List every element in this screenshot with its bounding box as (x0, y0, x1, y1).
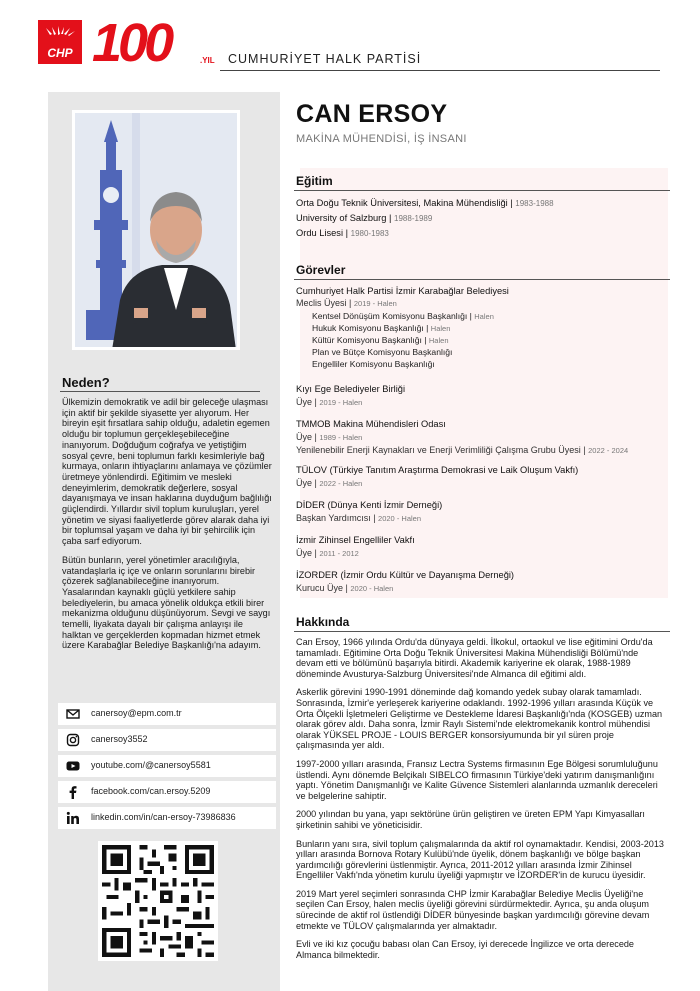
about-paragraph: Evli ve iki kız çocuğu babası olan Can Ersoy, iyi derecede İngilizce ve orta derecede Almanca bilmektedir. (296, 939, 634, 960)
school-years: 1988-1989 (394, 214, 433, 223)
commission-item (312, 359, 435, 369)
neden-text (62, 397, 274, 659)
about-divider (294, 631, 670, 632)
role-years: 2019 - Halen (319, 398, 363, 407)
about-paragraph: 1997-2000 yılları arasında, Fransız Lectra Systems firmasının Ege Bölgesi sorumluluğunu üstlendi. Aynı dönemde Belçikalı SIBELCO firmasının Türkiye'deki yatırım danışmanlığını yaptı. Yönetim Danışmanlığı ve Kalite Güvence Sistemleri alanlarında uzmanlık dereceleri ve belgelerine sahiptir. (296, 758, 658, 801)
duty-org (296, 570, 514, 580)
commission-name: Engelliler Komisyonu Başkanlığı (312, 359, 435, 369)
candidate-name: CAN ERSOY (296, 100, 448, 128)
school-name: University of Salzburg (296, 213, 387, 223)
contact-instagram[interactable] (58, 729, 276, 751)
logo-text: CHP (47, 46, 73, 60)
duty-sub-role: Yenilenebilir Enerji Kaynakları ve Enerji Verimliliği Çalışma Grubu Üyesi | 2022 - 2024 (296, 445, 629, 455)
commission-item: Hukuk Komisyonu Başkanlığı | Halen (312, 323, 451, 333)
commission-years: Halen (428, 336, 449, 345)
about-paragraph: Bunların yanı sıra, sivil toplum çalışmalarında da aktif rol oynamaktadır. Kendisi, 2003-2013 yılları arasında Bornova Rotary Kulübü'nde üyelik, dönem başkanlığı ve bölge başkan yardımcılığı görevlerini üstlenmiştir. Ayrıca, 2011-2012 yılları arasında İzmir Zihinsel Engelliler Vakfı'nda yönetim kurulu üyeliği yapmıştır ve İZORDER'in de kurucu üyesidir. (296, 838, 664, 881)
duty-org: Kıyı Ege Belediyeler Birliği (296, 384, 406, 394)
education-divider (294, 190, 670, 191)
commission-years: Halen (474, 312, 494, 321)
org-abbr: İZORDER (296, 570, 338, 580)
role-years: 2019 - Halen (353, 299, 397, 308)
duty-org: TMMOB Makina Mühendisleri Odası (296, 419, 446, 429)
commission-name: Kentsel Dönüşüm Komisyonu Başkanlığı (312, 311, 468, 321)
commission-item: Kültür Komisyonu Başkanlığı | Halen (312, 335, 449, 345)
org-desc: (İzmir Ordu Kültür ve Dayanışma Derneği) (340, 570, 515, 580)
about-paragraph: Can Ersoy, 1966 yılında Ordu'da dünyaya geldi. İlkokul, ortaokul ve lise eğitimini Ordu'da tamamladı. Eğitimine Orta Doğu Teknik Üniversitesi Makina Mühendisliği Bölümü'nde devam etti ve bölümünü başarıyla bitirdi. Akademik kariyerine ek olarak, 1988-1989 döneminde Avusturya-Salzburg Üniversitesi'nde Almanca dil eğitimi aldı. (296, 637, 653, 679)
duty-role: Başkan Yardımcısı | 2020 - Halen (296, 513, 421, 523)
duty-org: İzmir Zihinsel Engelliler Vakfı (296, 535, 415, 545)
contact-youtube-text: youtube.com/@canersoy5581 (91, 760, 211, 770)
facebook-icon (66, 785, 80, 799)
role-years: 2022 - 2024 (588, 446, 629, 455)
qr-code[interactable] (98, 841, 218, 961)
role-label: Yenilenebilir Enerji Kaynakları ve Enerji Verimliliği Çalışma Grubu Üyesi (296, 445, 581, 455)
about-paragraph: 2019 Mart yerel seçimleri sonrasında CHP İzmir Karabağlar Belediye Meclis Üyeliği'ne seçilen Can Ersoy, halen meclis üyeliği görevini sürdürmektedir. Ayrıca, şu anda oluşum sürecinde de aktif rol üstlendiği DİDER bünyesinde başkan yardımcılığı görevine devam etmekte ve TÜLOV çalışmalarında yer almaktadır. (296, 888, 650, 931)
six-arrows-icon (44, 26, 76, 46)
role-label: Meclis Üyesi (296, 298, 347, 308)
school-name: Ordu Lisesi (296, 228, 344, 238)
role-label: Kurucu Üye (296, 583, 344, 593)
commission-years: Halen (430, 324, 451, 333)
linkedin-icon (66, 811, 80, 825)
commission-item: Kentsel Dönüşüm Komisyonu Başkanlığı | Halen (312, 311, 494, 321)
neden-heading: Neden? (62, 375, 110, 390)
centennial-yil: .YIL (200, 56, 215, 65)
duty-role: Kurucu Üye | 2020 - Halen (296, 583, 394, 593)
commission-item (312, 347, 452, 357)
role-label: Üye (296, 432, 313, 442)
neden-divider (60, 391, 260, 392)
school-years: 1983-1988 (515, 199, 554, 208)
party-name: CUMHURİYET HALK PARTİSİ (228, 52, 422, 66)
role-years: 2020 - Halen (378, 514, 421, 523)
role-years: 2022 - Halen (319, 479, 363, 488)
neden-paragraph: Ülkemizin demokratik ve adil bir geleceğe ulaşması için aktif bir şekilde siyasette yer alıyorum. Her bireyin eşit fırsatlara sahip olduğu, adaletin egemen olduğu bir toplumun gerçekleşebileceğine inanıyorum. Doğduğum coğrafya ve yetiştiğim sosyal çevre, beni toplumun farklı kesimleriyle bağ kurmaya, onların ihtiyaçlarını anlamaya ve çözümler üretmeye yönlendirdi. Eğitimim ve mesleki deneyimlerim, demokratik değerlere, sosyal dayanışmaya ve insan haklarına duyduğum bağlılığı güçlendirdi. Yıllardır sivil toplum kuruluşları, yerel yönetim ve siyasi faaliyetlerde görev alarak daha iyi bir toplumsal yaşam ve daha iyi bir şehircilik için çaba sarf ediyorum. (62, 397, 272, 547)
duties-heading: Görevler (296, 263, 346, 277)
duty-org (296, 465, 578, 475)
mail-icon (66, 707, 80, 721)
contact-youtube[interactable] (58, 755, 276, 777)
org-desc: (Dünya Kenti İzmir Derneği) (327, 500, 443, 510)
about-paragraph: 2000 yılından bu yana, yapı sektörüne ürün geliştiren ve üreten EPM Yapı Kimyasalları şirketinin sahibi ve yöneticisidir. (296, 809, 645, 830)
role-label: Üye (296, 548, 313, 558)
duty-org (296, 500, 442, 510)
contact-linkedin[interactable] (58, 807, 276, 829)
org-abbr: DİDER (296, 500, 325, 510)
profile-photo (72, 110, 240, 350)
contact-email-text: canersoy@epm.com.tr (91, 708, 182, 718)
duty-role: Üye | 2011 - 2012 (296, 548, 359, 558)
chp-logo (38, 20, 82, 64)
commission-name: Hukuk Komisyonu Başkanlığı (312, 323, 424, 333)
role-label: Başkan Yardımcısı (296, 513, 371, 523)
youtube-icon (66, 759, 80, 773)
neden-paragraph: Bütün bunların, yerel yönetimler aracılığıyla, vatandaşlarla iç içe ve onların sorunlarını birebir çözerek sağlanabileceğine inanıyorum. Yasalarından kaynaklı güçlü yetkilere sahip belediyelerin, bu amaca yönelik oldukça etkili birer mekanizma olduğunu düşünüyorum. Sevgi ve saygı temelli, liyakata dayalı bir çalışma anlayışı ile halktan ve gerçeklerden kopmadan hizmet etmek üzere Karabağlar Belediye Başkanlığı'na adayım. (62, 554, 271, 651)
contact-facebook[interactable] (58, 781, 276, 803)
education-heading: Eğitim (296, 174, 333, 188)
role-label: Üye (296, 478, 313, 488)
role-years: 1989 - Halen (319, 433, 363, 442)
duty-org: Cumhuriyet Halk Partisi İzmir Karabağlar Belediyesi (296, 286, 509, 296)
centennial-mark: 100 (92, 13, 171, 73)
duties-divider (294, 279, 670, 280)
org-desc: (Türkiye Tanıtım Araştırma Demokrasi ve Laik Oluşum Vakfı) (329, 465, 579, 475)
duty-role: Meclis Üyesi | 2019 - Halen (296, 298, 397, 308)
education-item: Ordu Lisesi | 1980-1983 (296, 228, 389, 238)
education-item: University of Salzburg | 1988-1989 (296, 213, 433, 223)
photo-frame (72, 110, 240, 350)
contact-email[interactable] (58, 703, 276, 725)
instagram-icon (66, 733, 80, 747)
about-text (296, 637, 668, 968)
education-item: Orta Doğu Teknik Üniversitesi, Makina Mühendisliği | 1983-1988 (296, 198, 554, 208)
contact-instagram-text: canersoy3552 (91, 734, 148, 744)
contact-facebook-text: facebook.com/can.ersoy.5209 (91, 786, 211, 796)
commission-name: Plan ve Bütçe Komisyonu Başkanlığı (312, 347, 453, 357)
duty-role: Üye | 2022 - Halen (296, 478, 363, 488)
duty-role: Üye | 1989 - Halen (296, 432, 363, 442)
candidate-title: MAKİNA MÜHENDİSİ, İŞ İNSANI (296, 133, 467, 145)
duty-role: Üye | 2019 - Halen (296, 397, 363, 407)
commission-name: Kültür Komisyonu Başkanlığı (312, 335, 422, 345)
role-label: Üye (296, 397, 313, 407)
school-name: Orta Doğu Teknik Üniversitesi, Makina Mühendisliği (296, 198, 508, 208)
role-years: 2011 - 2012 (319, 549, 359, 558)
school-years: 1980-1983 (350, 229, 389, 238)
org-abbr: TÜLOV (296, 465, 327, 475)
about-paragraph: Askerlik görevini 1990-1991 döneminde dağ komando yedek subay olarak tamamladı. Sonrasında, İzmir'e yerleşerek kariyerine odaklandı. 1992-1996 yılları arasında Küçük ve Orta Ölçekli İşletmeleri Geliştirme ve Destekleme İdaresi Başkanlığı'nda (KOSGEB) uzman olarak görev aldı. Daha sonra, İzmir Raylı Sistemi'nde elektromekanik kontrol mühendisi olarak YÜKSEL PROJE - LOUIS BERGER konsorsiyumunda bir yıl süren proje çalışmasında yer aldı. (296, 687, 663, 751)
header-divider (220, 70, 660, 71)
qr-code-graphic (98, 841, 218, 961)
about-heading: Hakkında (296, 615, 350, 629)
contact-linkedin-text: linkedin.com/in/can-ersoy-73986836 (91, 812, 236, 822)
role-years: 2020 - Halen (350, 584, 394, 593)
